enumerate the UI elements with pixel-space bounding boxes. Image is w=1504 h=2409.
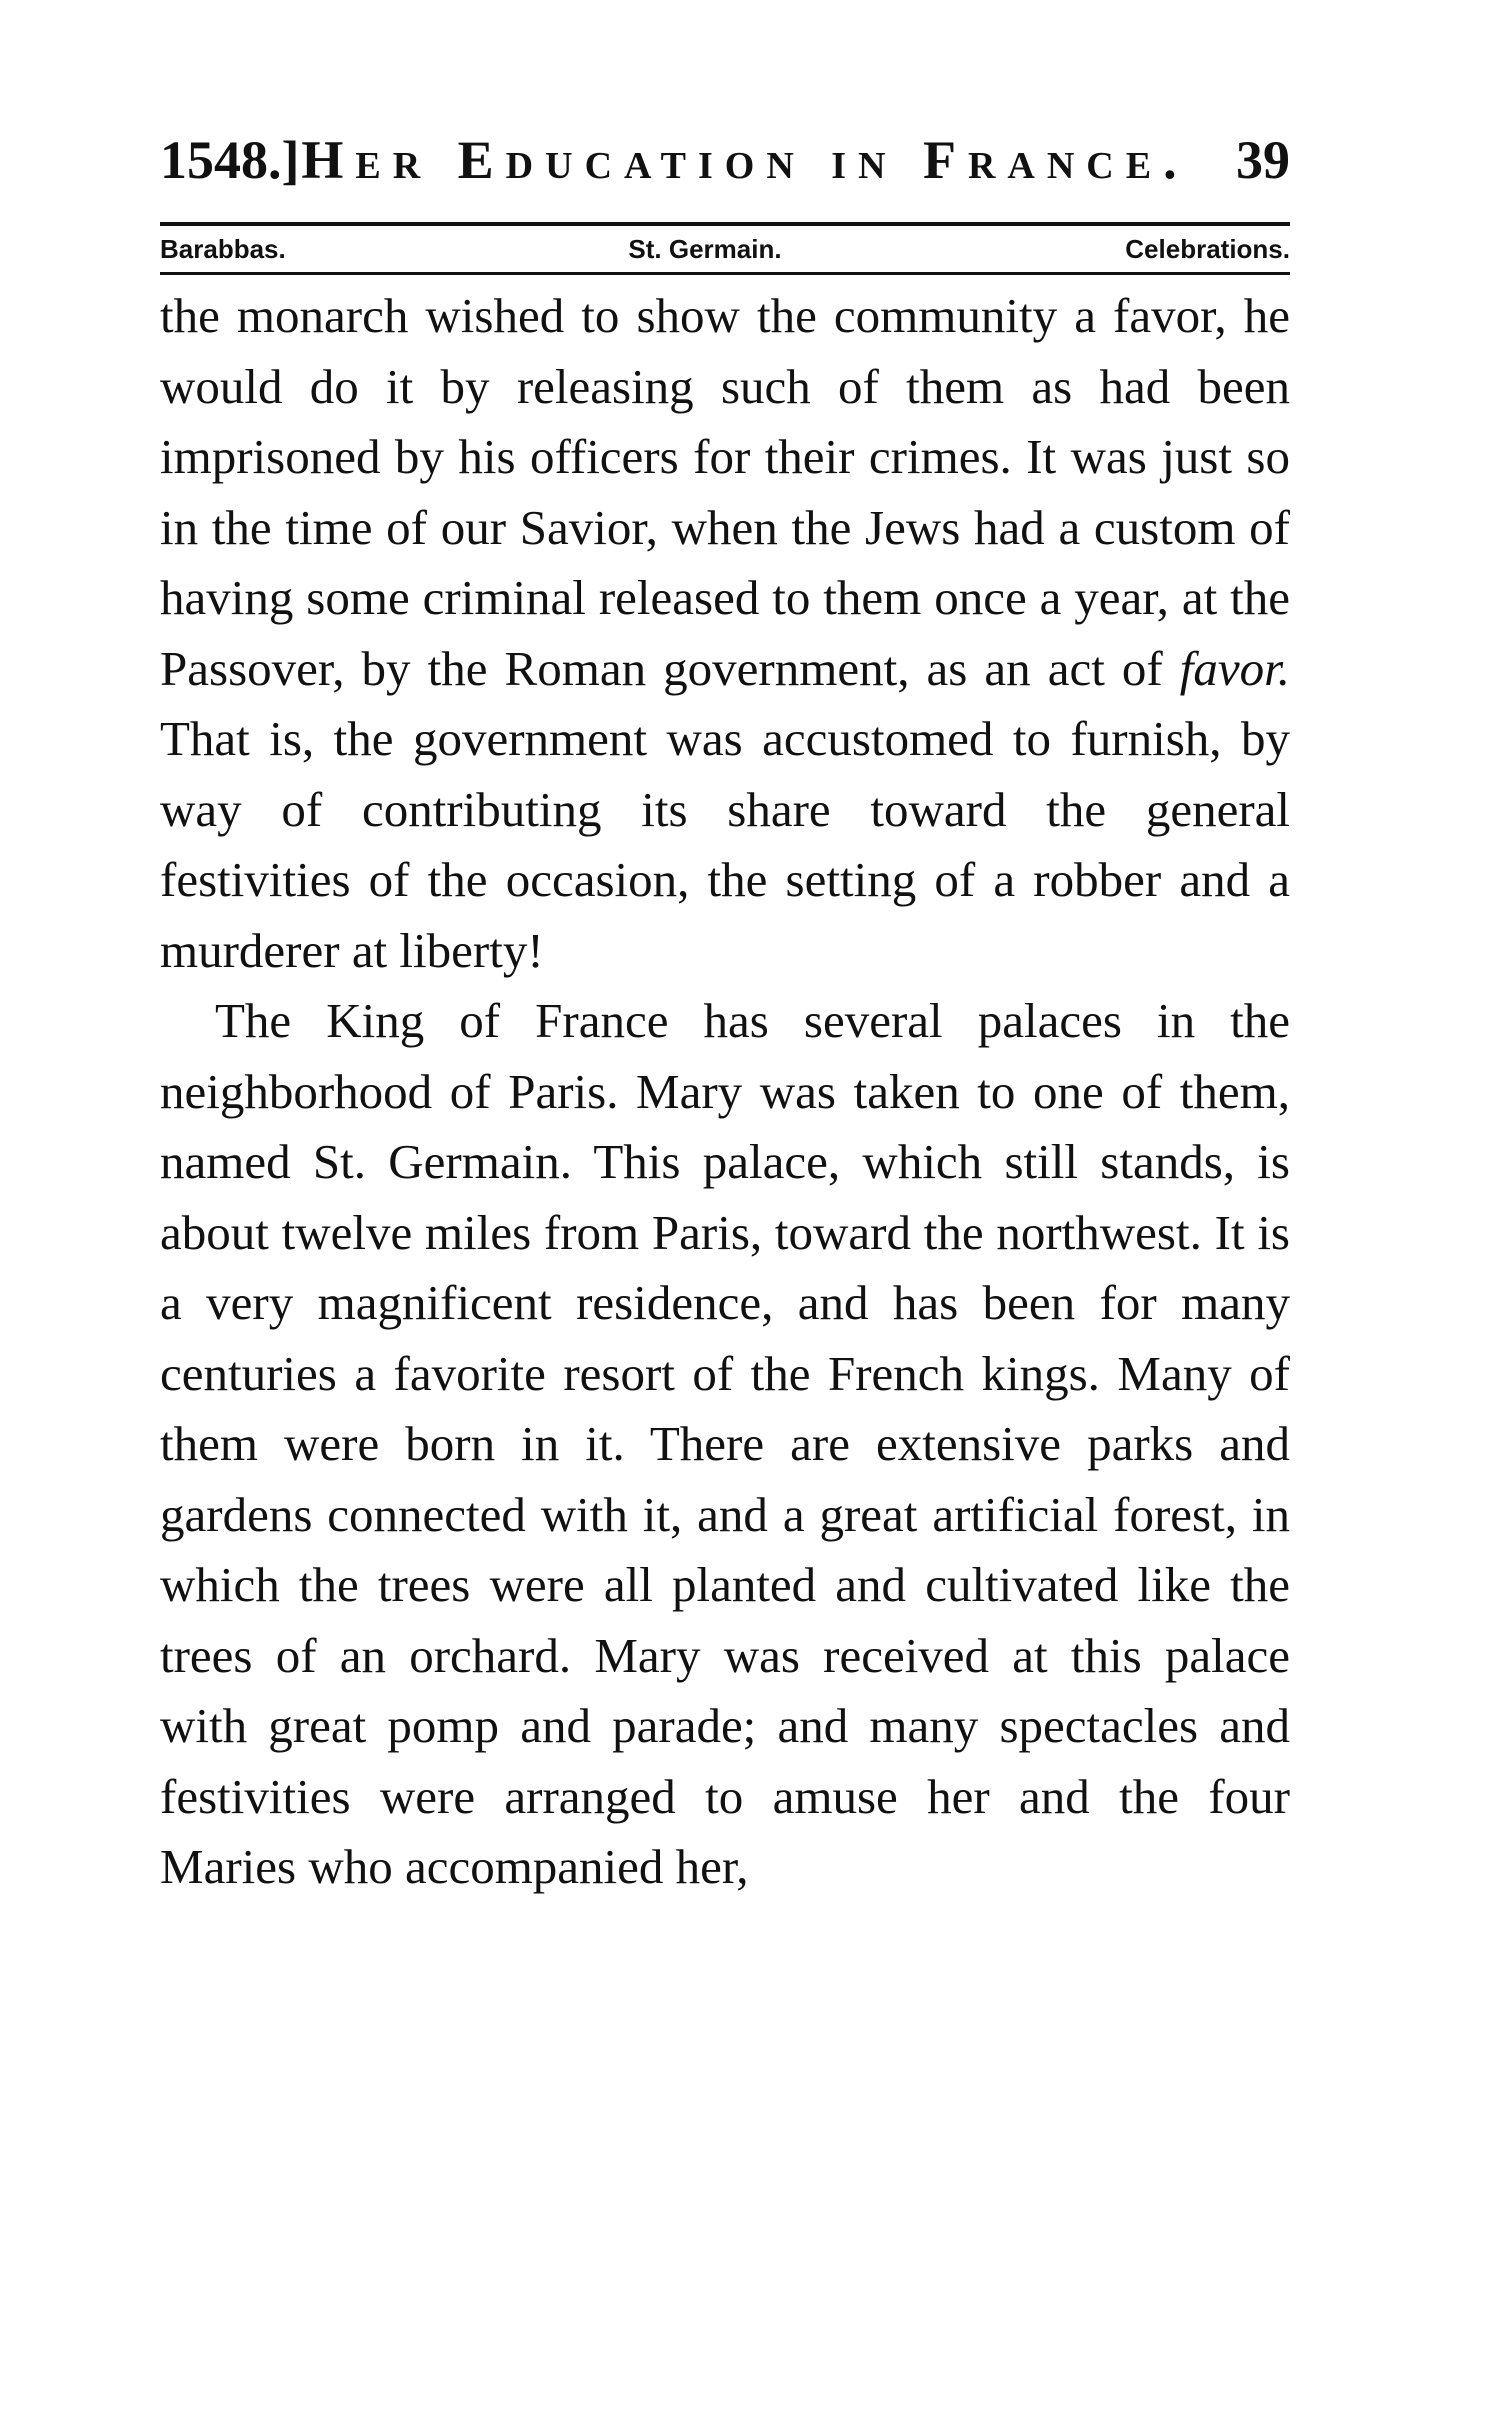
- topic-center: St. Germain.: [628, 234, 782, 264]
- running-head-title: Her Education in France.: [301, 130, 1189, 190]
- paragraph-1: [160, 281, 1290, 986]
- topic-left: Barabbas.: [160, 234, 286, 264]
- paragraph-2: The King of France has several palaces in the neighborhood of Paris. Mary was taken to one of them, named St. Germain. This palace, which still stands, is about twelve miles from Paris, toward the northwest. It is a very magnificent residence, and has been for many centuries a favorite resort of the French kings. Many of them were born in it. There are extensive parks and gardens connected with it, and a great artificial forest, in which the trees were all planted and cultivated like the trees of an orchard. Mary was received at this palace with great pomp and parade; and many spectacles and festivities were arranged to amuse her and the four Maries who accompanied her,: [160, 993, 1290, 1894]
- topic-right: Celebrations.: [1125, 234, 1290, 264]
- running-head: [160, 120, 1290, 200]
- body-text: [160, 281, 1290, 1903]
- topics-rule: [160, 272, 1290, 275]
- book-page: [160, 120, 1290, 1903]
- marginal-topics: [160, 226, 1290, 272]
- paragraph-1-emphasis: favor.: [1179, 640, 1290, 696]
- running-head-year: 1548.]: [160, 130, 300, 190]
- paragraph-1-text-b: That is, the government was accustomed to furnish, by way of contributing its share toward the general festivities of the occasion, the setting of a robber and a murderer at liberty!: [160, 711, 1290, 978]
- page-number: 39: [1236, 130, 1290, 190]
- paragraph-1-text-a: the monarch wished to show the community a favor, he would do it by releasing such of them as had been imprisoned by his officers for their crimes. It was just so in the time of our Savior, when the Jews had a custom of having some criminal released to them once a year, at the Passover, by the Roman government, as an act of: [160, 288, 1290, 696]
